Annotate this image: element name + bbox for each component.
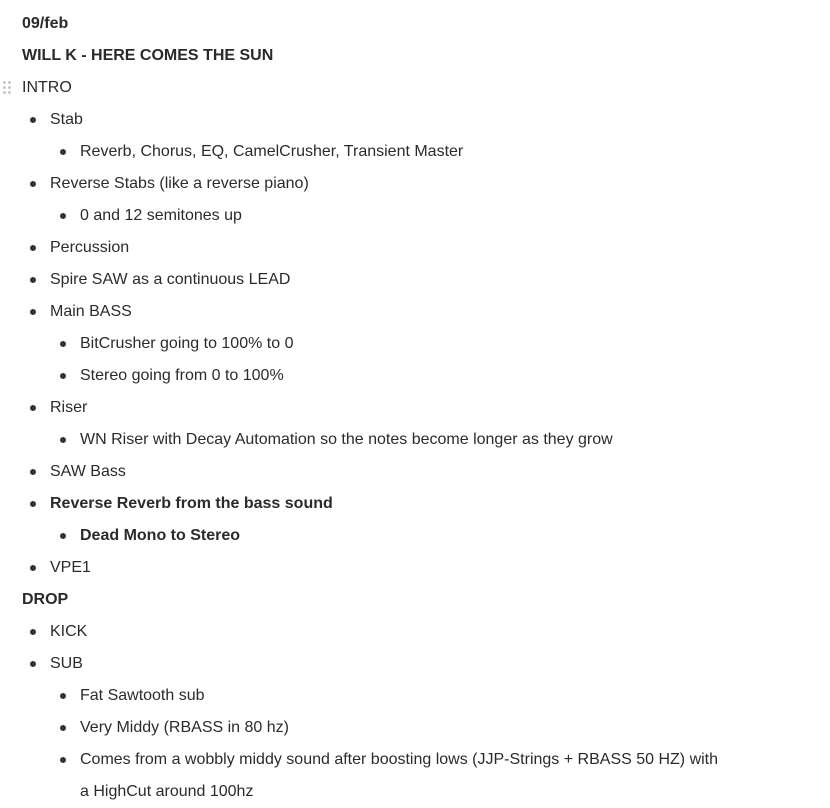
list-item-fat-saw: Fat Sawtooth sub [0, 680, 830, 712]
bullet-icon [60, 693, 66, 699]
bullet-icon [30, 181, 36, 187]
list-item-riser: Riser [0, 392, 830, 424]
bullet-icon [30, 501, 36, 507]
list-item-comes-from: Comes from a wobbly middy sound after boosting lows (JJP-Strings + RBASS 50 HZ) with a HighCut around 100hz [0, 744, 830, 808]
list-item-reverse-stabs: Reverse Stabs (like a reverse piano) [0, 168, 830, 200]
bullet-icon [60, 757, 66, 763]
bullet-icon [30, 117, 36, 123]
bullet-icon [60, 373, 66, 379]
list-item-wn-riser: WN Riser with Decay Automation so the notes become longer as they grow [0, 424, 830, 456]
list-item-dead-mono: Dead Mono to Stereo [0, 520, 830, 552]
note-date: 09/feb [22, 15, 69, 32]
section-intro [0, 72, 830, 104]
list-item-sub: SUB [0, 648, 830, 680]
bullet-icon [60, 213, 66, 219]
bullet-icon [60, 437, 66, 443]
list-item-percussion: Percussion [0, 232, 830, 264]
bullet-icon [60, 533, 66, 539]
drag-handle-icon[interactable] [3, 81, 13, 95]
bullet-icon [30, 245, 36, 251]
list-item-vpe1: VPE1 [0, 552, 830, 584]
list-item-stab: Stab [0, 104, 830, 136]
list-item-very-middy: Very Middy (RBASS in 80 hz) [0, 712, 830, 744]
list-item-spire-saw: Spire SAW as a continuous LEAD [0, 264, 830, 296]
bullet-icon [30, 405, 36, 411]
bullet-icon [30, 469, 36, 475]
list-item-reverse-reverb: Reverse Reverb from the bass sound [0, 488, 830, 520]
list-item-stereo: Stereo going from 0 to 100% [0, 360, 830, 392]
note-title: WILL K - HERE COMES THE SUN [22, 47, 274, 64]
bullet-icon [60, 725, 66, 731]
bullet-icon [60, 149, 66, 155]
bullet-icon [30, 629, 36, 635]
bullet-icon [30, 277, 36, 283]
section-intro-label: INTRO [22, 79, 72, 96]
section-drop-label: DROP [22, 591, 69, 608]
list-item-kick: KICK [0, 616, 830, 648]
bullet-icon [30, 309, 36, 315]
list-item-main-bass: Main BASS [0, 296, 830, 328]
bullet-icon [60, 341, 66, 347]
list-item-bitcrusher: BitCrusher going to 100% to 0 [0, 328, 830, 360]
list-item-reverse-stabs-detail: 0 and 12 semitones up [0, 200, 830, 232]
bullet-icon [30, 661, 36, 667]
list-item-saw-bass: SAW Bass [0, 456, 830, 488]
bullet-icon [30, 565, 36, 571]
list-item-stab-fx: Reverb, Chorus, EQ, CamelCrusher, Transient Master [0, 136, 830, 168]
